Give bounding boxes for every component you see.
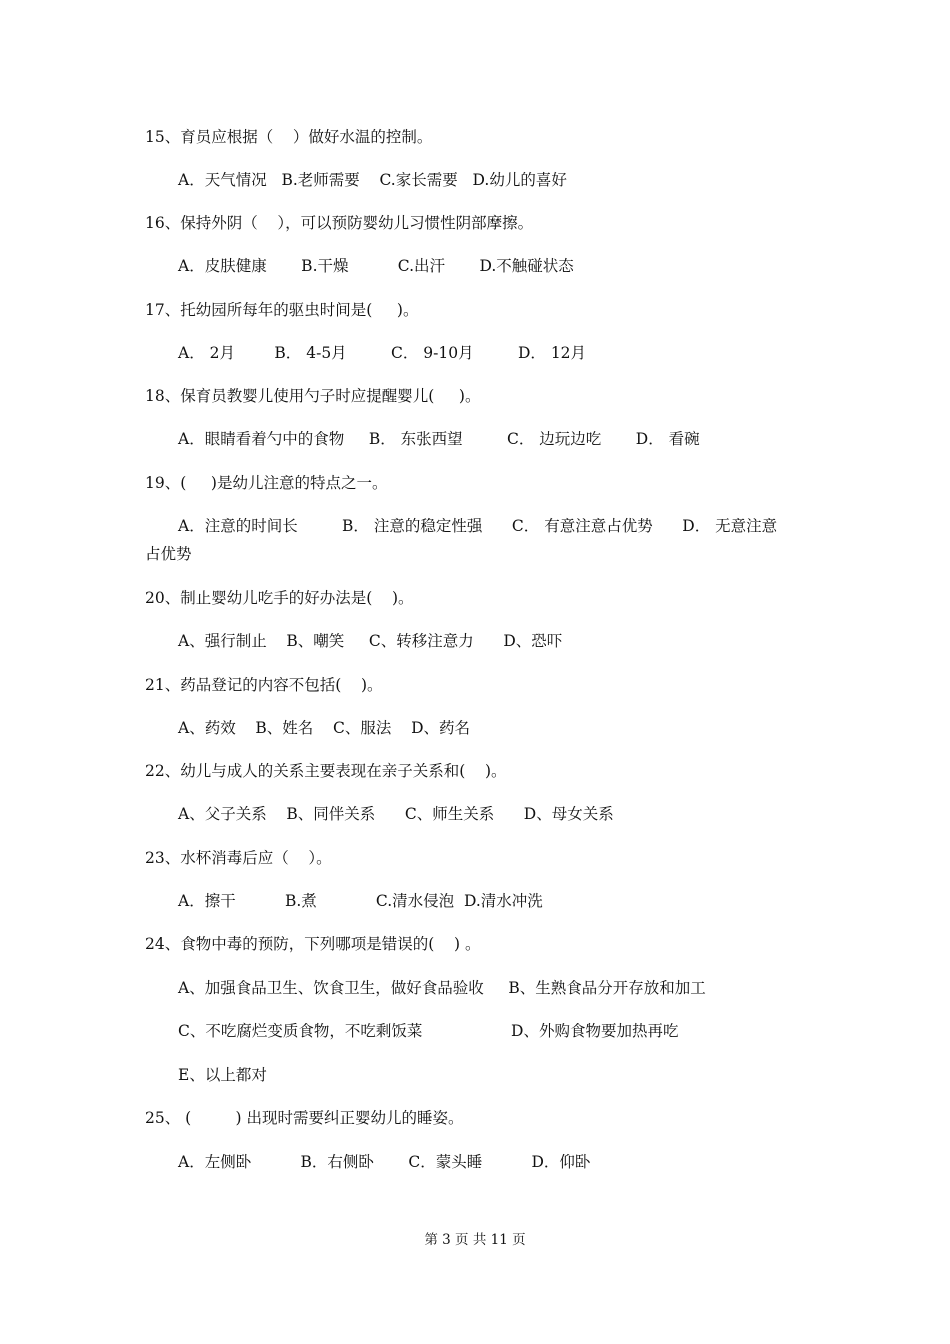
page-number-footer: 第 3 页 共 11 页 bbox=[424, 1232, 526, 1248]
question-21-options: A、药效 B、姓名 C、服法 D、药名 bbox=[178, 719, 470, 737]
question-18-options: A．眼睛看着勺中的食物 B． 东张西望 C． 边玩边吃 D． 看碗 bbox=[178, 430, 700, 448]
question-23: 23、水杯消毒后应（ ）。 bbox=[145, 849, 332, 867]
question-22: 22、幼儿与成人的关系主要表现在亲子关系和( )。 bbox=[145, 762, 507, 780]
question-24-options-line2: C、不吃腐烂变质食物，不吃剩饭菜 D、外购食物要加热再吃 bbox=[178, 1022, 679, 1040]
question-20: 20、制止婴幼儿吃手的好办法是( )。 bbox=[145, 589, 414, 607]
question-24-options-line3: E、以上都对 bbox=[178, 1066, 267, 1084]
question-25-options: A．左侧卧 B．右侧卧 C．蒙头睡 D．仰卧 bbox=[178, 1153, 591, 1171]
question-16-options: A．皮肤健康 B.干燥 C.出汗 D.不触碰状态 bbox=[178, 257, 574, 275]
question-19-options-continuation: 占优势 bbox=[145, 545, 192, 563]
question-18: 18、保育员教婴儿使用勺子时应提醒婴儿( )。 bbox=[145, 387, 481, 405]
question-25: 25、 ( ) 出现时需要纠正婴幼儿的睡姿。 bbox=[145, 1109, 464, 1127]
question-23-options: A．擦干 B.煮 C.清水侵泡 D.清水冲洗 bbox=[178, 892, 543, 910]
question-19-options: A．注意的时间长 B． 注意的稳定性强 C． 有意注意占优势 D． 无意注意 bbox=[178, 517, 778, 535]
question-22-options: A、父子关系 B、同伴关系 C、师生关系 D、母女关系 bbox=[178, 805, 614, 823]
question-24-options-line1: A、加强食品卫生、饮食卫生，做好食品验收 B、生熟食品分开存放和加工 bbox=[178, 979, 706, 997]
question-21: 21、药品登记的内容不包括( )。 bbox=[145, 676, 383, 694]
question-19: 19、( )是幼儿注意的特点之一。 bbox=[145, 474, 388, 492]
question-16: 16、保持外阴（ ），可以预防婴幼儿习惯性阴部摩擦。 bbox=[145, 214, 534, 232]
question-15: 15、育员应根据（ ）做好水温的控制。 bbox=[145, 128, 433, 146]
question-17: 17、托幼园所每年的驱虫时间是( )。 bbox=[145, 301, 419, 319]
question-20-options: A、强行制止 B、嘲笑 C、转移注意力 D、恐吓 bbox=[178, 632, 563, 650]
question-17-options: A． 2月 B． 4-5月 C． 9-10月 D． 12月 bbox=[178, 344, 587, 362]
question-24: 24、食物中毒的预防，下列哪项是错误的( ) 。 bbox=[145, 935, 481, 953]
question-15-options: A．天气情况 B.老师需要 C.家长需要 D.幼儿的喜好 bbox=[178, 171, 567, 189]
